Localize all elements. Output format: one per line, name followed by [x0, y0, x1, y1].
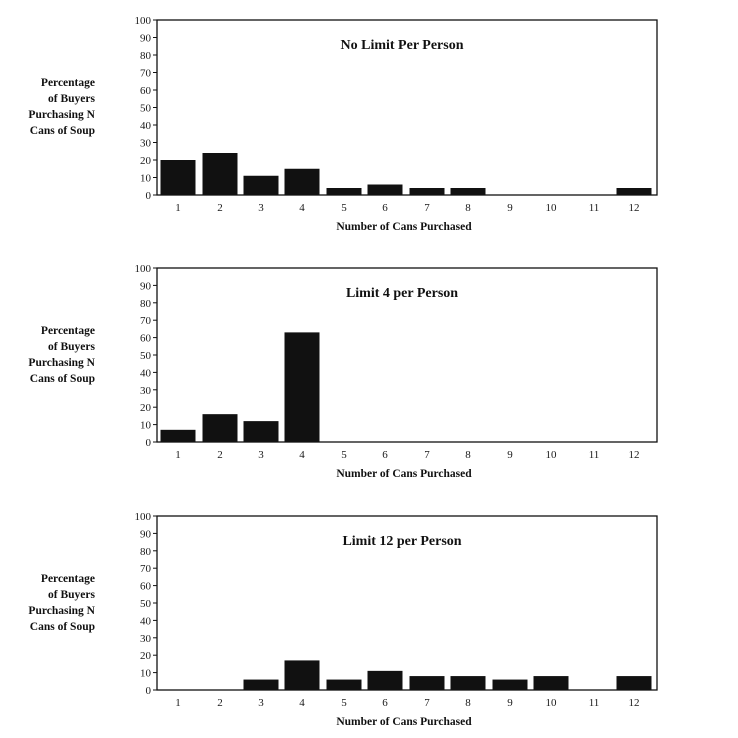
y-tick-label: 60: [140, 85, 151, 97]
chart-title: Limit 4 per Person: [345, 286, 459, 301]
x-tick-label: 7: [424, 202, 430, 214]
bar-4: [285, 660, 320, 690]
x-tick-label: 9: [507, 449, 513, 461]
x-tick-label: 1: [175, 449, 181, 461]
x-tick-label: 6: [382, 449, 388, 461]
y-tick-label: 10: [140, 419, 151, 432]
x-tick-label: 12: [628, 202, 640, 214]
y-tick-label: 30: [140, 632, 151, 645]
x-tick-label: 4: [299, 449, 305, 461]
y-tick-label: 50: [140, 102, 151, 115]
bar-1: [161, 430, 196, 442]
y-tick-label: 20: [140, 155, 151, 167]
x-tick-label: 10: [545, 449, 557, 461]
y-tick-label: 50: [140, 598, 151, 610]
bar-9: [493, 680, 528, 690]
y-tick-label: 60: [140, 332, 151, 345]
y-tick-label: 20: [140, 650, 151, 663]
bar-1: [161, 160, 196, 195]
x-axis-label: Number of Cans Purchased: [336, 468, 472, 480]
y-tick-label: 30: [140, 384, 151, 397]
y-tick-label: 10: [140, 172, 151, 185]
x-tick-label: 5: [341, 202, 347, 214]
bar-4: [285, 332, 320, 442]
bar-10: [534, 676, 569, 690]
y-tick-label: 100: [134, 15, 151, 27]
bar-12: [617, 676, 652, 690]
y-tick-label: 30: [140, 137, 151, 150]
chart-panel-1: [28, 15, 657, 233]
y-axis-label: [28, 77, 95, 137]
x-tick-label: 7: [424, 697, 430, 709]
bar-6: [368, 671, 403, 690]
bar-3: [244, 176, 279, 195]
x-tick-label: 9: [507, 697, 513, 709]
x-tick-label: 1: [175, 202, 181, 214]
x-tick-label: 5: [341, 449, 347, 461]
y-tick-label: 10: [140, 667, 151, 680]
x-tick-label: 4: [299, 697, 305, 709]
x-tick-label: 8: [465, 449, 471, 461]
bar-8: [451, 188, 486, 195]
y-axis-label-line: Cans of Soup: [29, 125, 95, 137]
x-tick-label: 2: [217, 202, 223, 214]
y-axis-label-line: Purchasing N: [28, 109, 95, 121]
bar-2: [203, 414, 238, 442]
y-axis-label: [28, 573, 95, 633]
x-tick-label: 3: [258, 202, 264, 214]
x-tick-label: 10: [545, 697, 557, 709]
x-tick-label: 11: [588, 697, 600, 709]
y-tick-label: 90: [140, 528, 151, 541]
y-axis-label-line: of Buyers: [48, 589, 95, 601]
x-tick-label: 6: [382, 697, 388, 709]
bar-4: [285, 169, 320, 195]
y-tick-label: 40: [140, 120, 151, 132]
y-tick-label: 40: [140, 367, 151, 380]
x-tick-label: 3: [258, 449, 264, 461]
y-tick-label: 80: [140, 545, 151, 558]
y-axis-label-line: Purchasing N: [28, 605, 95, 617]
x-tick-label: 1: [175, 697, 181, 709]
x-tick-label: 8: [465, 202, 471, 214]
y-tick-label: 100: [134, 263, 151, 275]
x-tick-label: 11: [588, 449, 600, 461]
x-tick-label: 2: [217, 449, 223, 461]
bar-6: [368, 185, 403, 196]
bar-7: [410, 676, 445, 690]
x-axis-label: Number of Cans Purchased: [336, 716, 472, 728]
x-tick-label: 10: [545, 202, 557, 214]
y-tick-label: 0: [145, 685, 151, 697]
y-tick-label: 70: [140, 563, 151, 576]
x-tick-label: 5: [341, 697, 347, 709]
y-axis-label-line: Purchasing N: [28, 357, 95, 369]
y-axis-label-line: Cans of Soup: [29, 373, 95, 385]
x-tick-label: 2: [217, 697, 223, 709]
x-tick-label: 3: [258, 697, 264, 709]
x-tick-label: 7: [424, 449, 430, 461]
bar-5: [327, 680, 362, 690]
y-axis-label-line: of Buyers: [48, 341, 95, 353]
x-tick-label: 9: [507, 202, 513, 214]
bar-12: [617, 188, 652, 195]
y-tick-label: 70: [140, 315, 151, 328]
y-axis-label-line: Percentage: [40, 573, 95, 585]
x-tick-label: 12: [628, 697, 640, 709]
x-tick-label: 11: [588, 202, 600, 214]
bar-7: [410, 188, 445, 195]
y-tick-label: 60: [140, 580, 151, 593]
y-tick-label: 0: [145, 437, 151, 449]
bar-5: [327, 188, 362, 195]
bar-2: [203, 153, 238, 195]
bar-3: [244, 421, 279, 442]
bar-8: [451, 676, 486, 690]
y-tick-label: 90: [140, 32, 151, 45]
y-axis-label-line: Percentage: [40, 77, 95, 89]
x-tick-label: 8: [465, 697, 471, 709]
y-axis-label-line: Percentage: [40, 325, 95, 337]
y-axis-label-line: of Buyers: [48, 93, 95, 105]
chart-panel-2: [28, 263, 657, 480]
chart-panel-3: [28, 511, 657, 728]
chart-title: Limit 12 per Person: [342, 534, 462, 549]
bar-3: [244, 680, 279, 690]
y-axis-label-line: Cans of Soup: [29, 621, 95, 633]
y-tick-label: 80: [140, 50, 151, 62]
y-tick-label: 70: [140, 67, 151, 80]
chart-title: No Limit Per Person: [340, 38, 464, 53]
y-tick-label: 40: [140, 615, 151, 628]
x-axis-label: Number of Cans Purchased: [336, 221, 472, 233]
x-tick-label: 12: [628, 449, 640, 461]
y-tick-label: 0: [145, 190, 151, 202]
x-tick-label: 4: [299, 202, 305, 214]
x-tick-label: 6: [382, 202, 388, 214]
y-tick-label: 100: [134, 511, 151, 523]
y-tick-label: 90: [140, 280, 151, 293]
y-tick-label: 50: [140, 350, 151, 362]
y-tick-label: 80: [140, 297, 151, 310]
y-axis-label: [28, 325, 95, 385]
y-tick-label: 20: [140, 402, 151, 415]
